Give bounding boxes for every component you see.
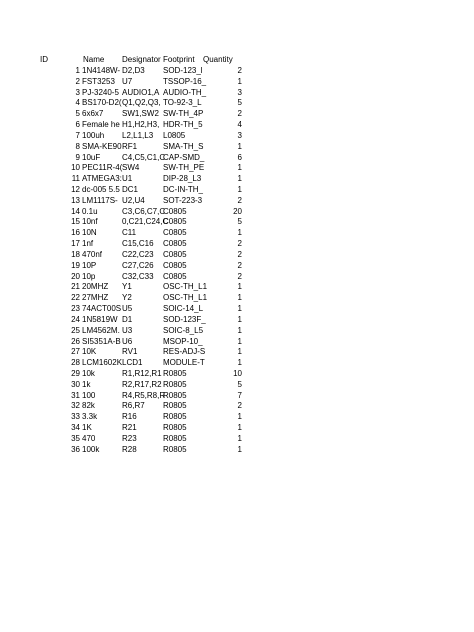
cell-quantity[interactable]: 2 (237, 195, 242, 205)
cell-quantity[interactable]: 2 (237, 66, 242, 75)
cell-quantity[interactable]: 1 (237, 163, 242, 173)
cell-footprint[interactable]: RES-ADJ-S (163, 347, 206, 357)
table-row (0, 77, 474, 87)
cell-designator[interactable]: U6 (122, 336, 133, 346)
table-row (0, 423, 474, 433)
cell-name[interactable]: 470 (82, 433, 96, 443)
cell-quantity[interactable]: 5 (237, 217, 242, 227)
cell-quantity[interactable]: 1 (237, 228, 242, 238)
cell-name[interactable]: LCM1602K (82, 358, 123, 368)
header-name[interactable]: Name (83, 55, 105, 64)
cell-footprint[interactable]: R0805 (163, 390, 187, 400)
cell-quantity[interactable]: 1 (237, 336, 242, 346)
cell-designator[interactable]: R23 (122, 433, 137, 443)
table-row (0, 293, 474, 303)
table-row (0, 109, 474, 119)
cell-name[interactable]: 10nf (82, 217, 98, 227)
cell-name[interactable]: 100uh (82, 130, 105, 140)
cell-footprint[interactable]: L0805 (163, 130, 186, 140)
cell-id[interactable]: 20 (71, 271, 80, 281)
table-row (0, 228, 474, 238)
cell-id[interactable]: 36 (71, 444, 80, 454)
cell-id[interactable]: 22 (71, 293, 80, 303)
cell-quantity[interactable]: 1 (237, 358, 242, 368)
cell-name[interactable]: 1N4148W- (82, 66, 121, 75)
cell-name[interactable]: PEC11R-4( (82, 163, 123, 173)
cell-quantity[interactable]: 1 (237, 174, 242, 184)
cell-id[interactable]: 15 (71, 217, 80, 227)
table-row (0, 434, 474, 444)
cell-name[interactable]: SMA-KE90 (82, 141, 122, 151)
cell-name[interactable]: Female he (82, 120, 120, 130)
cell-quantity[interactable]: 1 (237, 423, 242, 433)
cell-footprint[interactable]: SOD-123F_ (163, 314, 206, 324)
cell-designator[interactable]: R28 (122, 444, 137, 454)
cell-id[interactable]: 11 (71, 174, 80, 184)
cell-id[interactable]: 17 (71, 239, 80, 249)
cell-quantity[interactable]: 7 (237, 390, 242, 400)
cell-name[interactable]: 82k (82, 401, 95, 411)
cell-name[interactable]: 6x6x7 (82, 109, 104, 119)
header-id[interactable]: ID (40, 55, 48, 64)
cell-designator[interactable]: LCD1 (122, 358, 143, 368)
cell-footprint[interactable]: R0805 (163, 423, 187, 433)
cell-id[interactable]: 14 (71, 206, 80, 216)
cell-name[interactable]: 10p (82, 271, 96, 281)
cell-id[interactable]: 23 (71, 304, 80, 314)
cell-id[interactable]: 13 (71, 195, 80, 205)
cell-name[interactable]: 10N (82, 228, 97, 238)
cell-footprint[interactable]: R0805 (163, 444, 187, 454)
cell-quantity[interactable]: 3 (237, 130, 242, 140)
cell-quantity[interactable]: 1 (237, 185, 242, 195)
table-row (0, 358, 474, 368)
cell-name[interactable]: 10K (82, 347, 97, 357)
cell-quantity[interactable]: 10 (233, 368, 242, 378)
cell-id[interactable]: 7 (75, 130, 80, 140)
table-row (0, 153, 474, 163)
cell-name[interactable]: 10uF (82, 152, 101, 162)
table-row (0, 217, 474, 227)
cell-quantity[interactable]: 1 (237, 304, 242, 314)
cell-designator[interactable]: R16 (122, 412, 137, 422)
cell-name[interactable]: 1nf (82, 239, 94, 249)
cell-footprint[interactable]: R0805 (163, 412, 187, 422)
cell-name[interactable]: LM4562M. (82, 325, 120, 335)
cell-id[interactable]: 2 (75, 76, 80, 86)
cell-footprint[interactable]: C0805 (163, 249, 187, 259)
cell-footprint[interactable]: MODULE-T (163, 358, 205, 368)
cell-name[interactable]: 1N5819W (82, 314, 118, 324)
cell-id[interactable]: 10 (71, 163, 80, 173)
cell-quantity[interactable]: 2 (237, 109, 242, 119)
cell-footprint[interactable]: MSOP-10_ (163, 336, 203, 346)
cell-footprint[interactable]: R0805 (163, 368, 187, 378)
cell-quantity[interactable]: 4 (237, 120, 242, 130)
cell-designator[interactable]: U3 (122, 325, 133, 335)
cell-designator[interactable]: U1 (122, 174, 133, 184)
cell-footprint[interactable]: HDR-TH_5 (163, 120, 203, 130)
cell-designator[interactable]: AUDIO1,A (122, 87, 160, 97)
cell-id[interactable]: 4 (75, 98, 80, 108)
cell-designator[interactable]: Y1 (122, 282, 132, 292)
cell-footprint[interactable]: OSC-TH_L1 (163, 293, 208, 303)
cell-designator[interactable]: U5 (122, 304, 133, 314)
cell-id[interactable]: 31 (71, 390, 80, 400)
table-row (0, 66, 474, 76)
table-row (0, 98, 474, 108)
cell-id[interactable]: 32 (71, 401, 80, 411)
cell-name[interactable]: 10k (82, 368, 95, 378)
cell-footprint[interactable]: CAP-SMD_ (163, 152, 205, 162)
table-row (0, 304, 474, 314)
cell-id[interactable]: 18 (71, 249, 80, 259)
table-row (0, 131, 474, 141)
cell-quantity[interactable]: 1 (237, 444, 242, 454)
cell-quantity[interactable]: 1 (237, 141, 242, 151)
cell-quantity[interactable]: 2 (237, 249, 242, 259)
cell-quantity[interactable]: 1 (237, 412, 242, 422)
header-designator[interactable]: Designator (122, 55, 161, 64)
cell-id[interactable]: 12 (71, 185, 80, 195)
cell-designator[interactable]: SW1,SW2 (122, 109, 159, 119)
cell-name[interactable]: BS170-D2( (82, 98, 122, 108)
table-row (0, 380, 474, 390)
cell-name[interactable]: LM1117S- (82, 195, 118, 205)
cell-id[interactable]: 21 (71, 282, 80, 292)
cell-id[interactable]: 29 (71, 368, 80, 378)
cell-footprint[interactable]: TO-92-3_L (163, 98, 202, 108)
cell-designator[interactable]: D2,D3 (122, 66, 145, 75)
cell-quantity[interactable]: 3 (237, 87, 242, 97)
cell-designator[interactable]: C32,C33 (122, 271, 154, 281)
cell-quantity[interactable]: 2 (237, 239, 242, 249)
table-row (0, 401, 474, 411)
cell-name[interactable]: 74ACT00S (82, 304, 122, 314)
cell-designator[interactable]: R21 (122, 423, 137, 433)
table-row (0, 337, 474, 347)
cell-quantity[interactable]: 1 (237, 325, 242, 335)
table-row (0, 207, 474, 217)
cell-designator[interactable]: C4,C5,C1,C (122, 152, 166, 162)
cell-id[interactable]: 24 (71, 314, 80, 324)
cell-footprint[interactable]: SOIC-8_L5 (163, 325, 204, 335)
cell-name[interactable]: ATMEGA3: (82, 174, 122, 184)
cell-footprint[interactable]: R0805 (163, 433, 187, 443)
cell-id[interactable]: 26 (71, 336, 80, 346)
cell-footprint[interactable]: SOT-223-3 (163, 195, 203, 205)
cell-footprint[interactable]: AUDIO-TH_ (163, 87, 207, 97)
cell-name[interactable]: 100k (82, 444, 100, 454)
cell-designator[interactable]: C22,C23 (122, 249, 154, 259)
cell-footprint[interactable]: DC-IN-TH_ (163, 185, 203, 195)
cell-name[interactable]: SI5351A-B (82, 336, 121, 346)
cell-designator[interactable]: R6,R7 (122, 401, 145, 411)
cell-name[interactable]: PJ-3240-5 (82, 87, 119, 97)
table-row (0, 88, 474, 98)
cell-quantity[interactable]: 1 (237, 347, 242, 357)
table-row (0, 250, 474, 260)
cell-id[interactable]: 33 (71, 412, 80, 422)
table-row (0, 185, 474, 195)
cell-id[interactable]: 3 (75, 87, 80, 97)
cell-designator[interactable]: RF1 (122, 141, 138, 151)
cell-quantity[interactable]: 2 (237, 260, 242, 270)
table-row (0, 326, 474, 336)
cell-quantity[interactable]: 20 (233, 206, 242, 216)
cell-designator[interactable]: U2,U4 (122, 195, 145, 205)
header-quantity[interactable]: Quantity (203, 55, 233, 64)
cell-name[interactable]: 3.3k (82, 412, 98, 422)
cell-id[interactable]: 5 (75, 109, 80, 119)
table-row (0, 347, 474, 357)
cell-footprint[interactable]: C0805 (163, 260, 187, 270)
table-row (0, 196, 474, 206)
table-row (0, 174, 474, 184)
cell-quantity[interactable]: 1 (237, 293, 242, 303)
cell-name[interactable]: 10P (82, 260, 97, 270)
cell-designator[interactable]: C27,C26 (122, 260, 154, 270)
cell-footprint[interactable]: C0805 (163, 228, 187, 238)
cell-footprint[interactable]: OSC-TH_L1 (163, 282, 208, 292)
cell-name[interactable]: 1k (82, 379, 91, 389)
table-row (0, 261, 474, 271)
cell-id[interactable]: 34 (71, 423, 80, 433)
cell-designator[interactable]: R4,R5,R8,R (122, 390, 166, 400)
cell-designator[interactable]: Y2 (122, 293, 132, 303)
cell-quantity[interactable]: 5 (237, 98, 242, 108)
cell-footprint[interactable]: C0805 (163, 217, 187, 227)
cell-id[interactable]: 25 (71, 325, 80, 335)
cell-name[interactable]: 27MHZ (82, 293, 109, 303)
cell-designator[interactable]: 0,C21,C24,C (122, 217, 169, 227)
header-row (0, 55, 474, 65)
table-row (0, 315, 474, 325)
cell-footprint[interactable]: C0805 (163, 239, 187, 249)
cell-quantity[interactable]: 1 (237, 314, 242, 324)
cell-quantity[interactable]: 1 (237, 282, 242, 292)
cell-id[interactable]: 8 (75, 141, 80, 151)
cell-id[interactable]: 35 (71, 433, 80, 443)
cell-id[interactable]: 6 (75, 120, 80, 130)
cell-footprint[interactable]: SOD-123_l (163, 66, 203, 75)
cell-quantity[interactable]: 2 (237, 401, 242, 411)
cell-id[interactable]: 9 (75, 152, 80, 162)
cell-designator[interactable]: R2,R17,R2 (122, 379, 162, 389)
cell-footprint[interactable]: SW-TH_4P (163, 109, 204, 119)
cell-designator[interactable]: D1 (122, 314, 133, 324)
header-footprint[interactable]: Footprint (163, 55, 195, 64)
table-row (0, 272, 474, 282)
cell-id[interactable]: 1 (75, 66, 80, 75)
cell-designator[interactable]: L2,L1,L3 (122, 130, 154, 140)
cell-name[interactable]: dc-005 5.5 (82, 185, 120, 195)
cell-footprint[interactable]: R0805 (163, 379, 187, 389)
table-row (0, 369, 474, 379)
cell-footprint[interactable]: DIP-28_L3 (163, 174, 202, 184)
cell-id[interactable]: 30 (71, 379, 80, 389)
cell-footprint[interactable]: TSSOP-16_ (163, 76, 207, 86)
cell-designator[interactable]: C3,C6,C7,C (122, 206, 166, 216)
cell-quantity[interactable]: 6 (237, 152, 242, 162)
cell-footprint[interactable]: C0805 (163, 271, 187, 281)
cell-quantity[interactable]: 1 (237, 76, 242, 86)
cell-footprint[interactable]: C0805 (163, 206, 187, 216)
cell-name[interactable]: 470nf (82, 249, 103, 259)
cell-quantity[interactable]: 1 (237, 433, 242, 443)
table-row (0, 239, 474, 249)
cell-designator[interactable]: Q1,Q2,Q3, (122, 98, 161, 108)
cell-designator[interactable]: RV1 (122, 347, 138, 357)
cell-id[interactable]: 16 (71, 228, 80, 238)
cell-footprint[interactable]: SW-TH_PE (163, 163, 205, 173)
cell-quantity[interactable]: 2 (237, 271, 242, 281)
cell-designator[interactable]: R1,R12,R1 (122, 368, 162, 378)
cell-name[interactable]: 100 (82, 390, 96, 400)
table-row (0, 142, 474, 152)
table-row (0, 445, 474, 455)
cell-name[interactable]: FST3253 (82, 76, 115, 86)
cell-name[interactable]: 0.1u (82, 206, 98, 216)
cell-designator[interactable]: H1,H2,H3, (122, 120, 160, 130)
cell-designator[interactable]: C15,C16 (122, 239, 154, 249)
cell-footprint[interactable]: SOIC-14_L (163, 304, 204, 314)
table-row (0, 120, 474, 130)
cell-quantity[interactable]: 5 (237, 379, 242, 389)
cell-footprint[interactable]: SMA-TH_S (163, 141, 204, 151)
table-row (0, 391, 474, 401)
cell-name[interactable]: 20MHZ (82, 282, 109, 292)
cell-id[interactable]: 19 (71, 260, 80, 270)
table-row (0, 282, 474, 292)
table-row (0, 412, 474, 422)
cell-footprint[interactable]: R0805 (163, 401, 187, 411)
cell-name[interactable]: 1K (82, 423, 92, 433)
cell-designator[interactable]: U7 (122, 76, 133, 86)
table-row (0, 163, 474, 173)
cell-designator[interactable]: SW4 (122, 163, 140, 173)
cell-id[interactable]: 28 (71, 358, 80, 368)
cell-designator[interactable]: DC1 (122, 185, 139, 195)
cell-designator[interactable]: C11 (122, 228, 137, 238)
cell-id[interactable]: 27 (71, 347, 80, 357)
